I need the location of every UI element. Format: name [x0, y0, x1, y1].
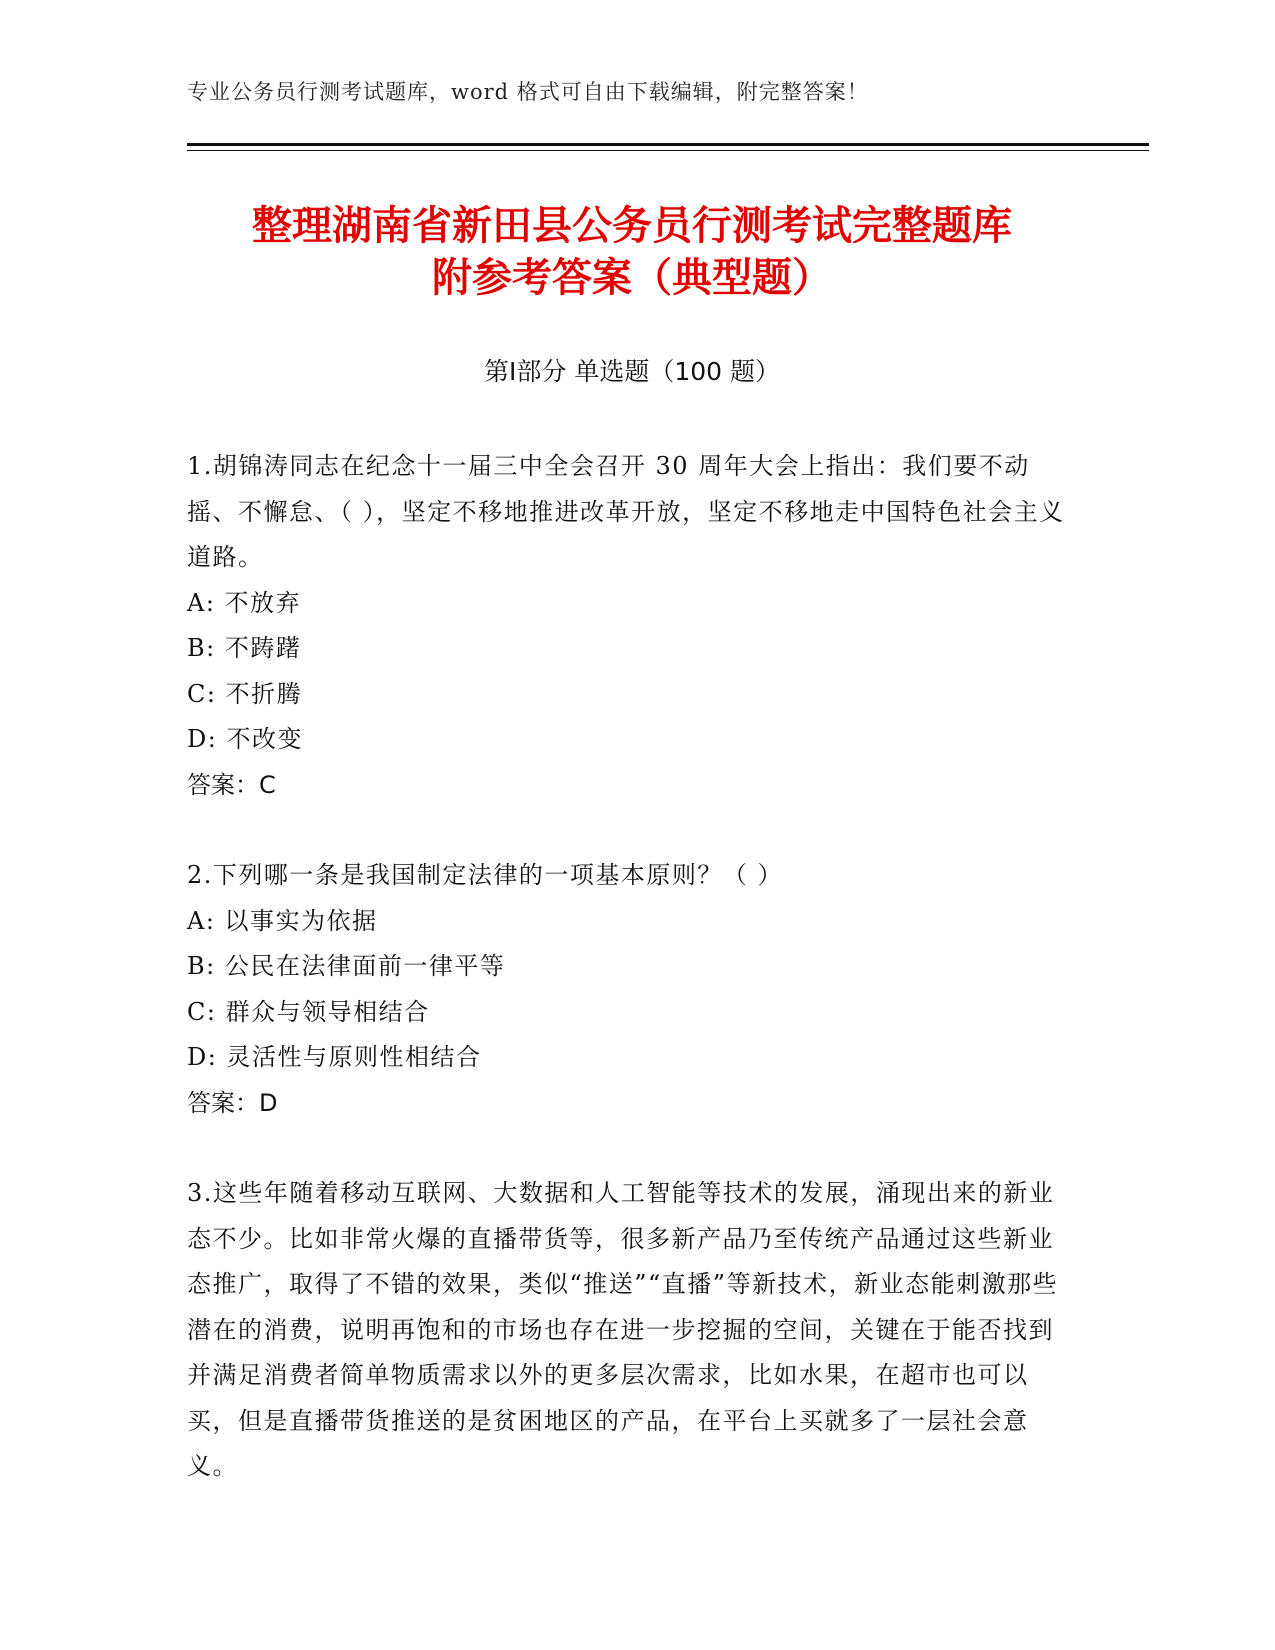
title-line-1: 整理湖南省新田县公务员行测考试完整题库	[252, 203, 1012, 249]
header-note: 专业公务员行测考试题库，word 格式可自由下载编辑，附完整答案！	[187, 80, 869, 104]
question-stem: 2.下列哪一条是我国制定法律的一项基本原则？（ ）	[187, 861, 784, 889]
question-list	[187, 444, 1067, 1535]
header-rule-thick	[187, 143, 1149, 146]
option-b: B: 不踌躇	[187, 634, 302, 662]
option-a: A: 不放弃	[187, 588, 302, 617]
header-rule-thin	[187, 150, 1149, 151]
option-d: D: 灵活性与原则性相结合	[187, 1043, 482, 1071]
document-title	[187, 200, 1077, 304]
option-c: C: 群众与领导相结合	[187, 997, 430, 1026]
option-b: B: 公民在法律面前一律平等	[187, 952, 506, 980]
answer: 答案：C	[187, 770, 276, 799]
title-line-2: 附参考答案（典型题）	[432, 255, 832, 301]
option-a: A: 以事实为依据	[187, 906, 378, 935]
answer: 答案：D	[187, 1088, 278, 1117]
option-d: D: 不改变	[187, 725, 303, 753]
question-stem: 1.胡锦涛同志在纪念十一届三中全会召开 30 周年大会上指出：我们要不动摇、不懈怠、（ ），坚定不移地推进改革开放，坚定不移地走中国特色社会主义道路。	[187, 452, 1065, 571]
question-3	[187, 1171, 1067, 1490]
question-2	[187, 853, 1067, 1126]
option-c: C: 不折腾	[187, 679, 303, 708]
question-1	[187, 444, 1067, 808]
section-heading: 第Ⅰ部分 单选题（100 题）	[484, 357, 780, 386]
question-stem: 3.这些年随着移动互联网、大数据和人工智能等技术的发展，涌现出来的新业态不少。比如非常火爆的直播带货等，很多新产品乃至传统产品通过这些新业态推广，取得了不错的效果，类似“推送”“直播”等新技术，新业态能刺激那些潜在的消费，说明再饱和的市场也存在进一步挖掘的空间，关键在于能否找到并满足消费者简单物质需求以外的更多层次需求，比如水果，在超市也可以买，但是直播带货推送的是贫困地区的产品，在平台上买就多了一层社会意义。	[187, 1179, 1059, 1480]
